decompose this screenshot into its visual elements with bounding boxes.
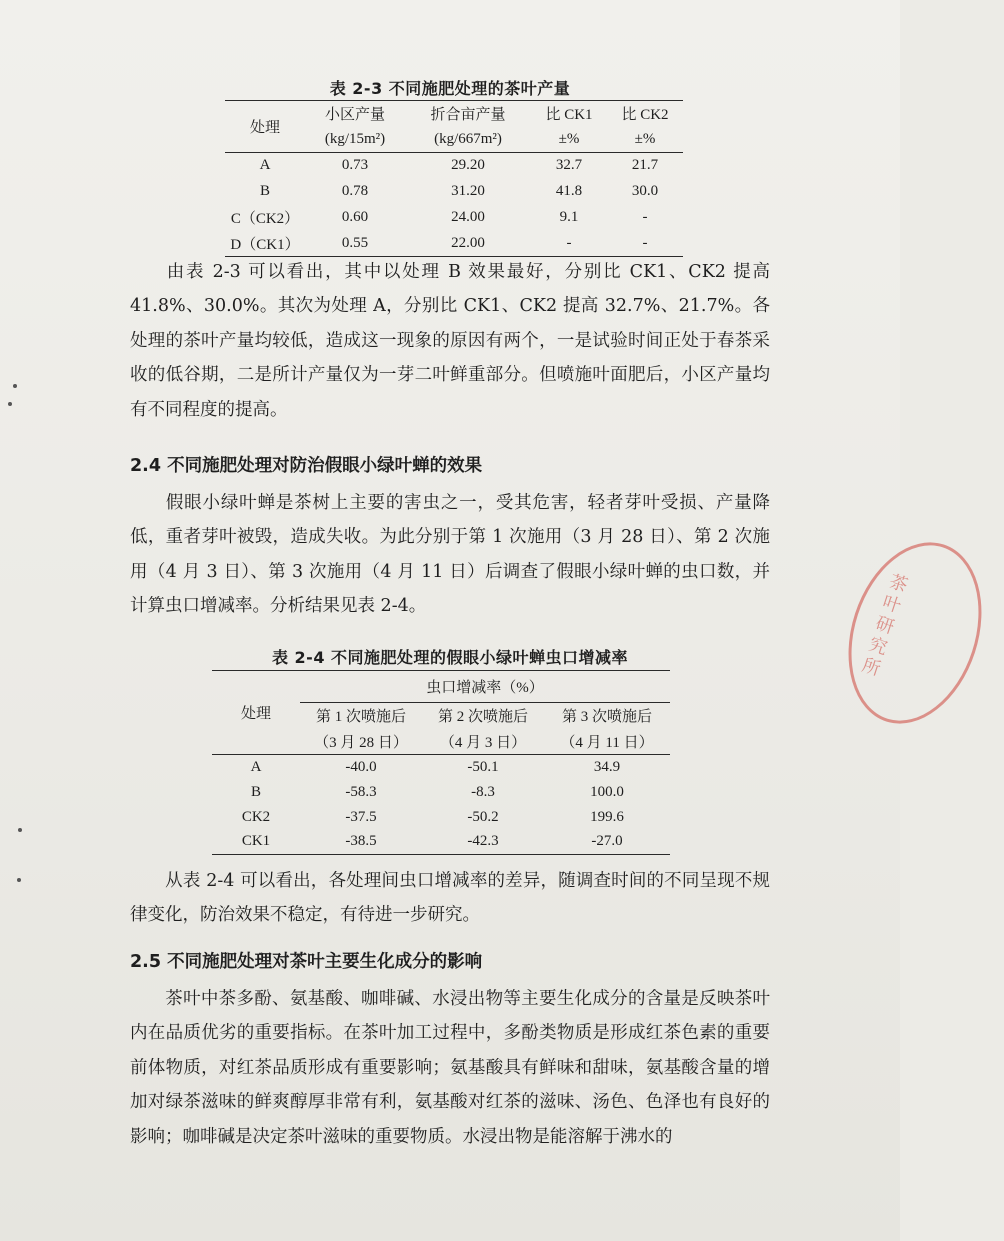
header-vs-ck2: 比 CK2 (621, 107, 669, 124)
table-row (212, 830, 670, 855)
cell-ck1: 9.1 (559, 209, 579, 225)
red-seal-stamp (826, 525, 1003, 741)
cell-s3: -27.0 (591, 833, 623, 850)
cell-s3: 199.6 (590, 808, 624, 825)
cell-s2: -8.3 (471, 783, 495, 800)
header-spray-3-date: （4 月 11 日） (560, 734, 654, 751)
cell-treatment: A (259, 157, 271, 174)
paragraph-text: 茶叶中茶多酚、氨基酸、咖啡碱、水浸出物等主要生化成分的含量是反映茶叶内在品质优劣的重要指标。在茶叶加工过程中，多酚类物质是形成红茶色素的重要前体物质，对红茶品质形成有重要影响；氨基酸具有鲜味和甜味，氨基酸含量的增加对绿茶滋味的鲜爽醇厚非常有利，氨基酸对红茶的滋味、汤色、色泽也有良好的影响；咖啡碱是决定茶叶滋味的重要物质。水浸出物是能溶解于沸水的 (130, 989, 770, 1147)
table-2-3-caption: 表 2-3 不同施肥处理的茶叶产量 (329, 79, 571, 98)
header-treatment: 处理 (225, 101, 305, 153)
header-vs-ck1-unit: ±% (558, 130, 580, 147)
cell-ck2: - (642, 209, 648, 225)
header-plot-yield-unit: (kg/15m²) (324, 130, 386, 147)
header-treatment: 处理 (212, 671, 300, 755)
header-mu-yield: 折合亩产量 (430, 107, 506, 124)
cell-plot: 0.73 (341, 157, 369, 174)
binding-hole-mark (17, 878, 21, 882)
table-row (212, 805, 670, 830)
cell-s3: 34.9 (593, 758, 621, 775)
cell-s2: -42.3 (467, 833, 499, 850)
cell-s3: 100.0 (590, 783, 624, 800)
cell-plot: 0.78 (341, 183, 369, 199)
cell-mu: 24.00 (451, 209, 485, 225)
cell-treatment: B (250, 783, 261, 800)
header-spray-2-date: （4 月 3 日） (439, 734, 527, 751)
header-vs-ck1: 比 CK1 (545, 107, 593, 124)
cell-mu: 31.20 (451, 183, 485, 199)
cell-ck1: - (566, 234, 572, 251)
cell-plot: 0.60 (341, 209, 369, 225)
paragraph-leafhopper (130, 486, 770, 624)
cell-treatment: D（CK1） (230, 236, 300, 253)
cell-mu: 22.00 (451, 234, 485, 251)
binding-hole-mark (8, 402, 12, 406)
cell-ck1: 41.8 (555, 183, 583, 199)
section-heading-2-4: 2.4 不同施肥处理对防治假眼小绿叶蝉的效果 (130, 456, 483, 476)
cell-treatment: A (250, 758, 262, 775)
table-row (212, 780, 670, 805)
header-spray-1-date: （3 月 28 日） (314, 734, 408, 751)
stamp-text: 茶叶研究所 (856, 570, 911, 682)
cell-s1: -58.3 (345, 783, 377, 800)
paragraph-leafhopper-analysis (130, 864, 770, 933)
binding-hole-mark (18, 828, 22, 832)
cell-ck2: 21.7 (631, 157, 659, 174)
cell-s1: -40.0 (345, 758, 377, 775)
cell-s1: -38.5 (345, 833, 377, 850)
cell-treatment: B (259, 183, 270, 199)
table-row (225, 205, 683, 231)
table-row (225, 179, 683, 205)
header-vs-ck2-unit: ±% (634, 130, 656, 147)
cell-s1: -37.5 (345, 808, 377, 825)
table-row (225, 153, 683, 179)
cell-plot: 0.55 (341, 234, 369, 251)
section-heading-2-5: 2.5 不同施肥处理对茶叶主要生化成分的影响 (130, 952, 483, 972)
cell-ck2: - (642, 234, 648, 251)
table-2-3 (225, 100, 683, 257)
cell-s2: -50.2 (467, 808, 499, 825)
header-mu-yield-unit: (kg/667m²) (434, 130, 502, 147)
header-plot-yield: 小区产量 (324, 107, 385, 124)
paragraph-text: 由表 2-3 可以看出，其中以处理 B 效果最好，分别比 CK1、CK2 提高 41.8%、30.0%。其次为处理 A，分别比 CK1、CK2 提高 32.7%、21.7%。各处理的茶叶产量均较低，造成这一现象的原因有两个，一是试验时间正处于春茶采收的低谷期，二是所计产量仅为一芽二叶鲜重部分。但喷施叶面肥后，小区产量均有不同程度的提高。 (130, 262, 770, 420)
cell-treatment: CK1 (241, 833, 271, 850)
cell-treatment: CK2 (241, 808, 271, 825)
paragraph-text: 从表 2-4 可以看出，各处理间虫口增减率的差异，随调查时间的不同呈现不规律变化，防治效果不稳定，有待进一步研究。 (130, 871, 770, 926)
cell-treatment: C（CK2） (230, 211, 300, 227)
header-spray-3: 第 3 次喷施后 (561, 709, 652, 726)
paragraph-biochemical (130, 982, 770, 1182)
header-spray-2: 第 2 次喷施后 (437, 709, 528, 726)
table-row (225, 231, 683, 257)
table-row (212, 755, 670, 780)
cell-mu: 29.20 (451, 157, 485, 174)
header-rate-group: 虫口增减率（%） (300, 671, 670, 703)
binding-hole-mark (13, 384, 17, 388)
cell-ck2: 30.0 (631, 183, 659, 199)
table-2-4 (212, 670, 670, 855)
paragraph-yield-analysis (130, 255, 770, 427)
cell-ck1: 32.7 (555, 157, 583, 174)
paragraph-text: 假眼小绿叶蝉是茶树上主要的害虫之一，受其危害，轻者芽叶受损、产量降低，重者芽叶被毁，造成失收。为此分别于第 1 次施用（3 月 28 日）、第 2 次施用（4 月 3 日）、第 3 次施用（4 月 11 日）后调查了假眼小绿叶蝉的虫口数，并计算虫口增减率。分析结果见表 2-4。 (130, 493, 770, 617)
cell-s2: -50.1 (467, 758, 499, 775)
header-spray-1: 第 1 次喷施后 (315, 709, 406, 726)
table-2-4-caption: 表 2-4 不同施肥处理的假眼小绿叶蝉虫口增减率 (271, 648, 629, 667)
